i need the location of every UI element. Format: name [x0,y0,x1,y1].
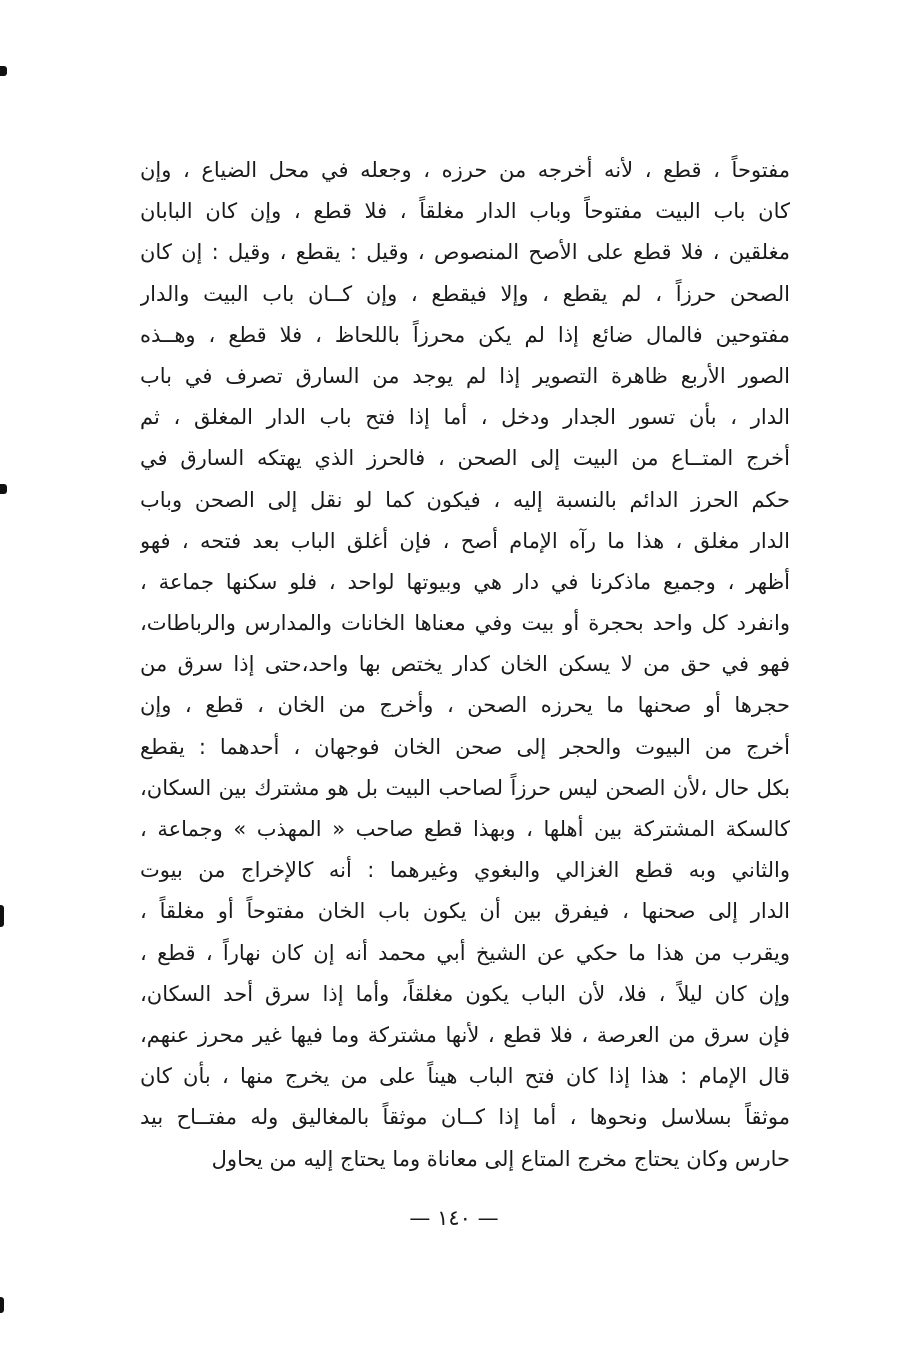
text-line: الدار إلى صحنها ، فيفرق بين أن يكون باب الخان مفتوحاً أو مغلقاً ، [140,899,790,924]
text-line: والثاني وبه قطع الغزالي والبغوي وغيرهما : أنه كالإخراج من بيوت [140,858,790,883]
text-line: قال الإمام : هذا إذا كان فتح الباب هيناً على من يخرج منها ، بأن كان [140,1064,790,1089]
text-line: فإن سرق من العرصة ، فلا قطع ، لأنها مشتركة وما فيها غير محرز عنهم، [140,1022,790,1047]
text-line: فهو في حق من لا يسكن الخان كدار يختص بها واحد،حتى إذا سرق من [140,652,790,677]
text-line: بكل حال ،لأن الصحن ليس حرزاً لصاحب البيت بل هو مشترك بين السكان، [140,775,790,800]
text-line: الصور الأربع ظاهرة التصوير إذا لم يوجد من السارق تصرف في باب [140,363,790,388]
text-line: مفتوحين فالمال ضائع إذا لم يكن محرزاً باللحاظ ، فلا قطع ، وهــذه [140,322,790,347]
text-line: أخرج من البيوت والحجر إلى صحن الخان فوجهان ، أحدهما : يقطع [140,734,790,759]
text-line: كالسكة المشتركة بين أهلها ، وبهذا قطع صاحب « المهذب » وجماعة ، [140,817,790,841]
text-line: الدار ، بأن تسور الجدار ودخل ، أما إذا فتح باب الدار المغلق ، ثم [140,405,790,430]
body-text [140,150,790,1180]
text-line: الدار مغلق ، هذا ما رآه الإمام أصح ، فإن أغلق الباب بعد فتحه ، فهو [140,528,790,553]
text-line: مغلقين ، فلا قطع على الأصح المنصوص ، وقيل : يقطع ، وقيل : إن كان [140,240,790,265]
text-line: ويقرب من هذا ما حكي عن الشيخ أبي محمد أنه إن كان نهاراً ، قطع ، [140,940,790,965]
binding-mark-middle [0,484,7,494]
text-line: الصحن حرزاً ، لم يقطع ، وإلا فيقطع ، وإن كــان باب البيت والدار [140,281,790,306]
text-line: حكم الحرز الدائم بالنسبة إليه ، فيكون كما لو نقل إلى الصحن وباب [140,487,790,512]
page-number: — ١٤٠ — [409,1206,499,1230]
text-line: مفتوحاً ، قطع ، لأنه أخرجه من حرزه ، وجعله في محل الضياع ، وإن [140,158,790,182]
binding-mark-bottom [0,1297,4,1313]
binding-mark-top [0,66,7,76]
binding-mark-lower [0,905,4,927]
text-line: وانفرد كل واحد بحجرة أو بيت وفي معناها الخانات والمدارس والرباطات، [140,611,790,636]
text-line: أخرج المتــاع من البيت إلى الصحن ، فالحرز الذي يهتكه السارق في [140,446,790,471]
text-line: حارس وكان يحتاج مخرج المتاع إلى معاناة وما يحتاج إليه من يحاول [211,1146,790,1171]
text-line: موثقاً بسلاسل ونحوها ، أما إذا كــان موثقاً بالمغاليق وله مفتــاح بيد [140,1105,790,1130]
text-line: كان باب البيت مفتوحاً وباب الدار مغلقاً ، فلا قطع ، وإن كان البابان [140,199,790,224]
text-line: أظهر ، وجميع ماذكرنا في دار هي وبيوتها لواحد ، فلو سكنها جماعة ، [140,569,790,594]
text-line: حجرها أو صحنها ما يحرزه الصحن ، وأخرج من الخان ، قطع ، وإن [140,693,790,718]
text-line: وإن كان ليلاً ، فلا، لأن الباب يكون مغلقاً، وأما إذا سرق أحد السكان، [140,981,790,1006]
